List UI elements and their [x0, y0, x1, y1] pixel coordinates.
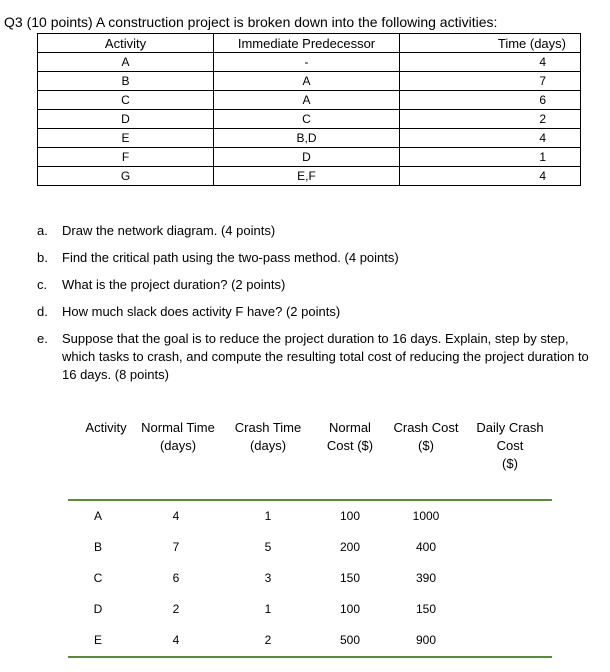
cell-crash-time: 5	[264, 540, 272, 554]
cell-predecessor: A	[214, 91, 400, 110]
cell-crash-cost: 1000	[412, 509, 440, 523]
cell-normal-cost: 150	[339, 571, 361, 585]
table-row	[68, 594, 552, 625]
cell-activity: D	[93, 602, 103, 616]
header-predecessor: Immediate Predecessor	[214, 34, 400, 53]
question-marker: e.	[37, 331, 48, 346]
cell-time: 6	[400, 91, 581, 110]
question-item	[37, 303, 602, 321]
cell-activity: C	[93, 571, 103, 585]
cell-time: 1	[400, 148, 581, 167]
table-row	[38, 167, 581, 186]
table-row	[68, 625, 552, 656]
header-activity: Activity	[38, 34, 214, 53]
question-item	[37, 222, 602, 240]
question-text: Find the critical path using the two-pass method. (4 points)	[62, 250, 399, 265]
question-text: Draw the network diagram. (4 points)	[62, 223, 276, 238]
question-marker: b.	[37, 250, 48, 265]
header-normal-time: Normal Time (days)	[141, 420, 215, 453]
cell-activity: A	[93, 509, 102, 523]
cell-normal-time: 4	[172, 633, 180, 647]
cell-predecessor: D	[214, 148, 400, 167]
table-row	[38, 53, 581, 72]
header-crash-cost: Crash Cost ($)	[393, 420, 459, 453]
question-text: Suppose that the goal is to reduce the project duration to 16 days. Explain, step by step, which tasks to crash, and compute the resulting total cost of reducing the project duration to 16 days. (8 points)	[62, 331, 589, 382]
cell-activity: C	[38, 91, 214, 110]
cell-activity: B	[38, 72, 214, 91]
cell-normal-time: 7	[172, 540, 180, 554]
table-bottom-rule	[68, 656, 552, 658]
cell-predecessor: E,F	[214, 167, 400, 186]
question-marker: d.	[37, 304, 48, 319]
cell-activity: G	[38, 167, 214, 186]
question-marker: a.	[37, 223, 48, 238]
table-row	[38, 72, 581, 91]
cell-predecessor: A	[214, 72, 400, 91]
header-activity: Activity	[85, 420, 127, 435]
cell-time: 4	[400, 129, 581, 148]
cell-activity: B	[93, 540, 102, 554]
cell-time: 2	[400, 110, 581, 129]
table-row	[38, 129, 581, 148]
cell-crash-cost: 900	[415, 633, 437, 647]
question-text: What is the project duration? (2 points)	[62, 277, 286, 292]
cell-crash-time: 1	[264, 602, 272, 616]
cell-crash-time: 1	[264, 509, 272, 523]
question-text: How much slack does activity F have? (2 points)	[62, 304, 341, 319]
cell-time: 4	[400, 53, 581, 72]
cell-predecessor: -	[214, 53, 400, 72]
table-row	[38, 91, 581, 110]
cell-activity: F	[38, 148, 214, 167]
cell-normal-cost: 100	[339, 509, 361, 523]
header-normal-cost: Normal Cost ($)	[326, 420, 374, 453]
cell-activity: A	[38, 53, 214, 72]
cell-predecessor: B,D	[214, 129, 400, 148]
activities-table	[37, 33, 581, 186]
cell-normal-cost: 500	[339, 633, 361, 647]
question-item	[37, 276, 602, 294]
crash-cost-table	[68, 419, 552, 658]
cell-normal-time: 2	[172, 602, 180, 616]
cell-time: 4	[400, 167, 581, 186]
question-marker: c.	[37, 277, 48, 292]
header-daily-crash-cost: Daily Crash Cost ($)	[476, 420, 544, 471]
cell-crash-time: 3	[264, 571, 272, 585]
cell-normal-time: 4	[172, 509, 180, 523]
crash-table-header	[68, 419, 552, 501]
cell-normal-cost: 100	[339, 602, 361, 616]
header-time: Time (days)	[400, 34, 581, 53]
question-title: Q3 (10 points) A construction project is broken down into the following activities:	[4, 14, 498, 30]
cell-predecessor: C	[214, 110, 400, 129]
cell-crash-cost: 400	[415, 540, 437, 554]
cell-time: 7	[400, 72, 581, 91]
cell-crash-cost: 390	[415, 571, 437, 585]
question-list	[37, 222, 602, 393]
cell-normal-time: 6	[172, 571, 180, 585]
table-row	[38, 148, 581, 167]
question-item	[37, 330, 602, 384]
table-header-row	[38, 34, 581, 53]
table-row	[68, 532, 552, 563]
table-row	[68, 501, 552, 532]
table-row	[38, 110, 581, 129]
table-row	[68, 563, 552, 594]
cell-crash-cost: 150	[415, 602, 437, 616]
header-crash-time: Crash Time (days)	[234, 420, 302, 453]
cell-activity: E	[38, 129, 214, 148]
cell-activity: D	[38, 110, 214, 129]
cell-normal-cost: 200	[339, 540, 361, 554]
cell-activity: E	[93, 633, 102, 647]
question-item	[37, 249, 602, 267]
cell-crash-time: 2	[264, 633, 272, 647]
